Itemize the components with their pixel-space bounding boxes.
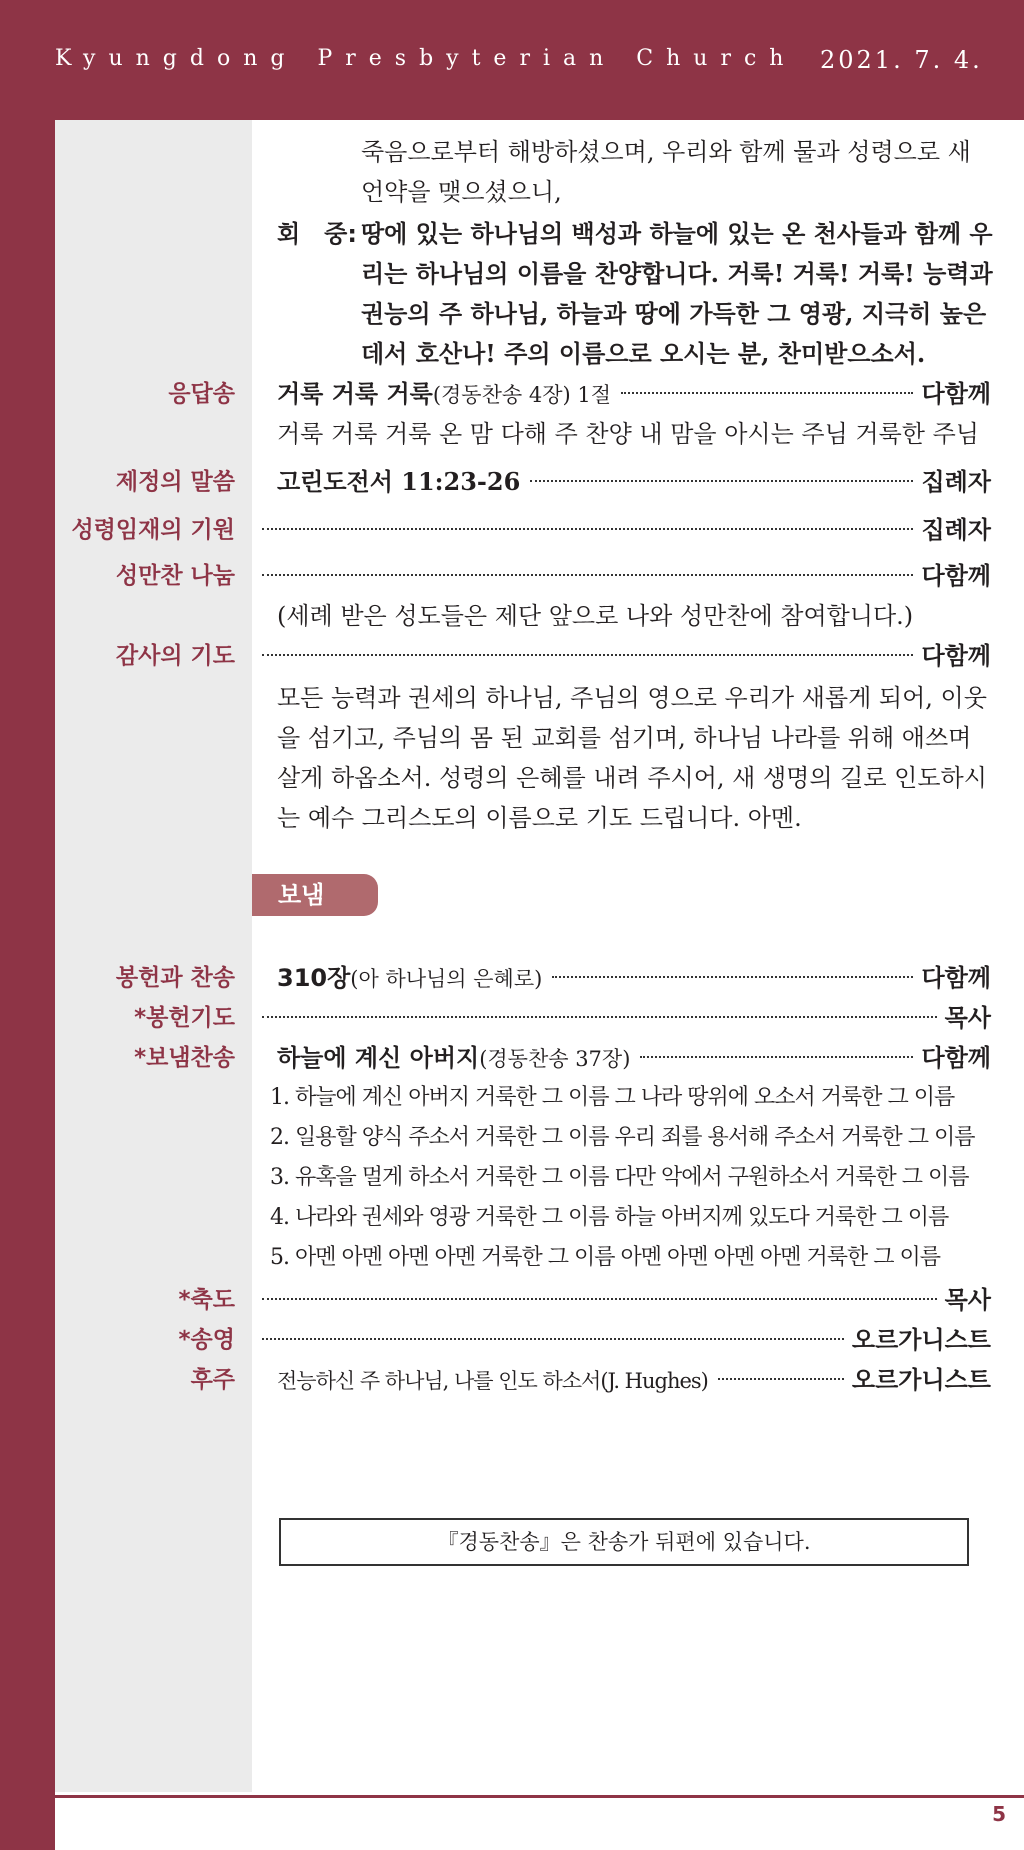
leader-dots xyxy=(262,1338,844,1340)
leader-dots xyxy=(718,1378,844,1380)
congregation-line: 권능의 주 하나님, 하늘과 땅에 가득한 그 영광, 지극히 높은 xyxy=(361,299,987,328)
item-row-sending-hymn xyxy=(277,1038,991,1078)
congregation-line: 데서 호산나! 주의 이름으로 오시는 분, 찬미받으소서. xyxy=(361,339,926,368)
item-row-communion xyxy=(252,556,991,596)
communion-note: (세례 받은 성도들은 제단 앞으로 나와 성만찬에 참여합니다.) xyxy=(277,602,914,630)
item-who: 집례자 xyxy=(921,516,991,544)
leader-dots xyxy=(552,976,913,978)
leader-dots xyxy=(262,528,913,530)
item-label-benediction: *축도 xyxy=(178,1287,235,1313)
item-who: 목사 xyxy=(944,1004,991,1032)
item-row-benediction xyxy=(252,1280,991,1320)
bulletin-date: 2021. 7. 4. xyxy=(820,46,983,74)
prayer-line: 는 예수 그리스도의 이름으로 기도 드립니다. 아멘. xyxy=(277,804,802,832)
left-margin-bar xyxy=(0,120,55,1850)
leader-dots xyxy=(621,392,913,394)
item-row-doxology xyxy=(252,1320,991,1360)
congregation-label: 회 중: xyxy=(277,220,357,248)
prayer-line: 을 섬기고, 주님의 몸 된 교회를 섬기며, 하나님 나라를 위해 애쓰며 xyxy=(277,724,972,752)
leader-dots xyxy=(640,1056,913,1058)
item-row-offering xyxy=(277,958,991,998)
hymn-verse: 2. 일용할 양식 주소서 거룩한 그 이름 우리 죄를 용서해 주소서 거룩한 그 이름 xyxy=(270,1125,975,1150)
item-label-institution: 제정의 말씀 xyxy=(115,469,235,495)
item-who: 다함께 xyxy=(921,1044,991,1072)
item-who: 집례자 xyxy=(921,468,991,496)
hymn-verse: 4. 나라와 권세와 영광 거룩한 그 이름 하늘 아버지께 있도다 거룩한 그 이름 xyxy=(270,1205,949,1230)
congregation-line: 리는 하나님의 이름을 찬양합니다. 거룩! 거룩! 거룩! 능력과 xyxy=(361,259,993,288)
hymn-verse: 3. 유혹을 멀게 하소서 거룩한 그 이름 다만 악에서 구원하소서 거룩한 그 이름 xyxy=(270,1165,969,1190)
item-detail: (경동찬송 4장) 1절 xyxy=(432,383,612,407)
item-label-offering: 봉헌과 찬송 xyxy=(115,965,235,991)
congregation-line: 땅에 있는 하나님의 백성과 하늘에 있는 온 천사들과 함께 우 xyxy=(361,219,993,248)
item-label-communion: 성만찬 나눔 xyxy=(115,563,235,589)
item-row-postlude xyxy=(277,1360,991,1400)
item-who: 다함께 xyxy=(921,642,991,670)
item-row-offering-prayer xyxy=(252,998,991,1038)
item-who: 목사 xyxy=(944,1286,991,1314)
hymn-verse: 5. 아멘 아멘 아멘 아멘 거룩한 그 이름 아멘 아멘 아멘 아멘 거룩한 그 이름 xyxy=(270,1245,940,1270)
item-label-response-song: 응답송 xyxy=(168,381,235,407)
item-detail: (아 하나님의 은혜로) xyxy=(350,967,543,991)
church-name: Kyungdong Presbyterian Church xyxy=(55,46,797,71)
page-number: 5 xyxy=(992,1802,1006,1826)
leader-dots xyxy=(530,480,913,482)
item-title: 하늘에 계신 아버지 xyxy=(277,1044,480,1072)
response-text: 거룩 거룩 거룩 온 맘 다해 주 찬양 내 맘을 아시는 주님 거룩한 주님 xyxy=(277,420,979,448)
leader-dots xyxy=(262,1298,937,1300)
item-row-response-song xyxy=(277,374,991,414)
prayer-line: 살게 하옵소서. 성령의 은혜를 내려 주시어, 새 생명의 길로 인도하시 xyxy=(277,764,987,792)
item-title: 고린도전서 11:23-26 xyxy=(277,467,521,496)
hymnal-note: 『경동찬송』은 찬송가 뒤편에 있습니다. xyxy=(279,1518,969,1566)
item-label-postlude: 후주 xyxy=(190,1367,235,1393)
item-label-thanksgiving: 감사의 기도 xyxy=(115,643,235,669)
item-row-thanksgiving xyxy=(252,636,991,676)
continuation-line: 언약을 맺으셨으니, xyxy=(361,178,562,206)
continuation-line: 죽음으로부터 해방하셨으며, 우리와 함께 물과 성령으로 새 xyxy=(361,138,971,166)
item-title: 310장 xyxy=(277,964,351,992)
prayer-line: 모든 능력과 권세의 하나님, 주님의 영으로 우리가 새롭게 되어, 이웃 xyxy=(277,684,987,712)
item-label-sending-hymn: *보냄찬송 xyxy=(134,1045,235,1071)
item-row-institution xyxy=(277,462,991,502)
label-column xyxy=(55,120,252,1792)
item-label-offering-prayer: *봉헌기도 xyxy=(134,1005,235,1031)
item-detail: (경동찬송 37장) xyxy=(479,1047,631,1071)
item-who: 오르가니스트 xyxy=(851,1326,991,1354)
leader-dots xyxy=(262,1016,937,1018)
hymn-verse: 1. 하늘에 계신 아버지 거룩한 그 이름 그 나라 땅위에 오소서 거룩한 그 이름 xyxy=(270,1085,955,1110)
section-header: 보냄 xyxy=(252,874,378,916)
item-who: 다함께 xyxy=(921,562,991,590)
item-label-epiclesis: 성령임재의 기원 xyxy=(71,517,235,543)
item-row-epiclesis xyxy=(252,510,991,550)
footer-rule xyxy=(55,1795,1024,1798)
leader-dots xyxy=(262,574,913,576)
leader-dots xyxy=(262,654,913,656)
item-who: 다함께 xyxy=(921,380,991,408)
item-label-doxology: *송영 xyxy=(178,1327,235,1353)
item-detail: 전능하신 주 하나님, 나를 인도 하소서(J. Hughes) xyxy=(277,1369,708,1393)
item-who: 오르가니스트 xyxy=(851,1366,991,1394)
item-title: 거룩 거룩 거룩 xyxy=(277,380,433,408)
item-who: 다함께 xyxy=(921,964,991,992)
